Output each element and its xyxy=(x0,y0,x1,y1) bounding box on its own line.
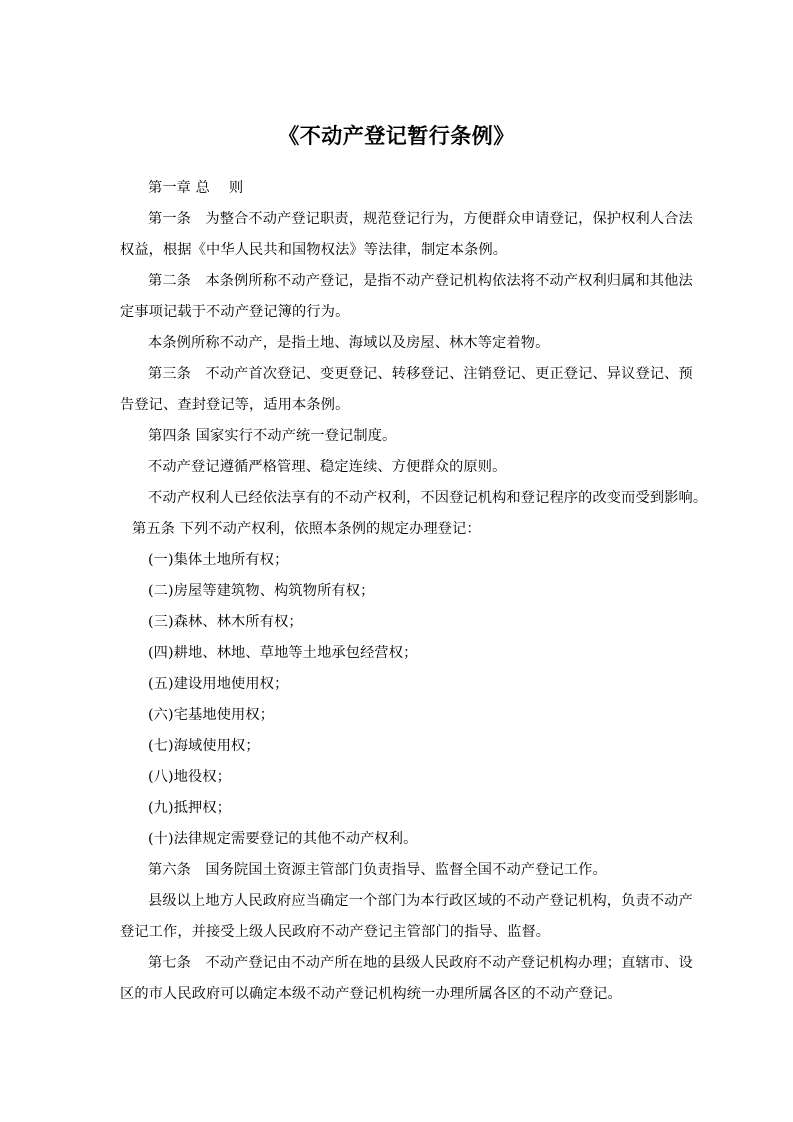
paragraph-line: 第五条 下列不动产权利，依照本条例的规定办理登记： xyxy=(132,521,481,537)
list-item: (二)房屋等建筑物、构筑物所有权； xyxy=(148,583,375,599)
paragraph-line: 第七条 不动产登记由不动产所在地的县级人民政府不动产登记机构办理；直辖市、设 xyxy=(148,955,693,971)
list-item: (五)建设用地使用权； xyxy=(148,676,289,692)
paragraph-line: 第三条 不动产首次登记、变更登记、转移登记、注销登记、更正登记、异议登记、预 xyxy=(148,366,693,382)
paragraph-line: 第二条 本条例所称不动产登记，是指不动产登记机构依法将不动产权利归属和其他法 xyxy=(148,273,693,289)
paragraph-line: 第六条 国务院国土资源主管部门负责指导、监督全国不动产登记工作。 xyxy=(148,862,607,878)
paragraph-line: 登记工作，并接受上级人民政府不动产登记主管部门的指导、监督。 xyxy=(120,924,551,940)
paragraph-line: 告登记、查封登记等，适用本条例。 xyxy=(120,397,350,413)
list-item: (四)耕地、林地、草地等土地承包经营权； xyxy=(148,645,418,661)
paragraph-line: 区的市人民政府可以确定本级不动产登记机构统一办理所属各区的不动产登记。 xyxy=(120,986,622,1002)
list-item: (七)海域使用权； xyxy=(148,738,260,754)
list-item: (九)抵押权； xyxy=(148,800,232,816)
list-item: (八)地役权； xyxy=(148,769,232,785)
list-item: (一)集体土地所有权； xyxy=(148,552,289,568)
list-item: (十)法律规定需要登记的其他不动产权利。 xyxy=(148,831,418,847)
document-title: 《不动产登记暂行条例》 xyxy=(278,123,515,148)
paragraph-line: 本条例所称不动产，是指土地、海域以及房屋、林木等定着物。 xyxy=(148,335,550,351)
chapter-heading: 第一章 总 则 xyxy=(148,180,244,196)
paragraph-line: 县级以上地方人民政府应当确定一个部门为本行政区域的不动产登记机构，负责不动产 xyxy=(148,893,693,909)
paragraph-line: 第一条 为整合不动产登记职责，规范登记行为，方便群众申请登记，保护权利人合法 xyxy=(148,211,693,227)
paragraph-line: 不动产权利人已经依法享有的不动产权利，不因登记机构和登记程序的改变而受到影响。 xyxy=(148,490,708,506)
paragraph-line: 权益，根据《中华人民共和国物权法》等法律，制定本条例。 xyxy=(120,242,508,258)
list-item: (六)宅基地使用权； xyxy=(148,707,275,723)
paragraph-line: 第四条 国家实行不动产统一登记制度。 xyxy=(148,428,397,444)
list-item: (三)森林、林木所有权； xyxy=(148,614,303,630)
paragraph-line: 定事项记载于不动产登记簿的行为。 xyxy=(120,304,350,320)
paragraph-line: 不动产登记遵循严格管理、稳定连续、方便群众的原则。 xyxy=(148,459,507,475)
